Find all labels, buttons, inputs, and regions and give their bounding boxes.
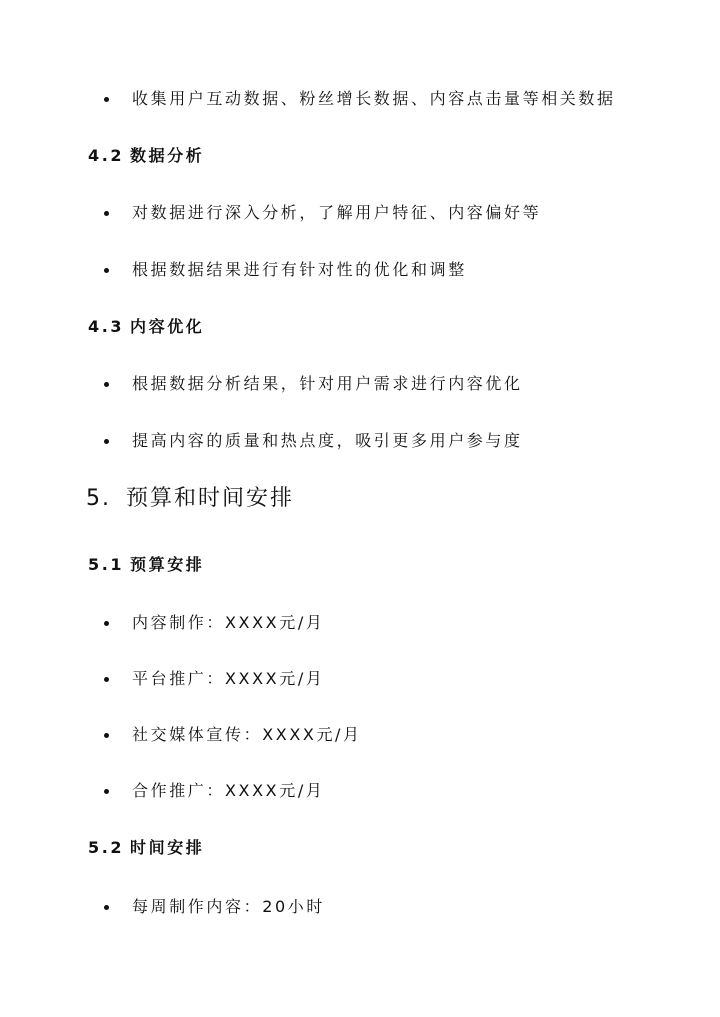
chapter-number: 5.	[86, 486, 111, 511]
section-number: 5.2	[88, 838, 125, 857]
section-title: 内容优化	[130, 317, 205, 336]
bullet-dot	[104, 211, 109, 216]
bullet-dot	[104, 905, 109, 910]
bullet-dot	[104, 439, 109, 444]
section-heading	[88, 834, 204, 862]
bullet-dot	[104, 789, 109, 794]
section-title: 数据分析	[130, 146, 205, 165]
section-title: 时间安排	[130, 838, 205, 857]
chapter-title: 预算和时间安排	[126, 486, 295, 511]
list-item-text: 内容制作：XXXX元/月	[132, 613, 325, 632]
section-heading	[88, 313, 204, 341]
section-number: 4.3	[88, 317, 125, 336]
list-item-text: 平台推广：XXXX元/月	[132, 669, 325, 688]
list-item-text: 对数据进行深入分析，了解用户特征、内容偏好等	[132, 203, 542, 222]
list-item-text: 根据数据结果进行有针对性的优化和调整	[132, 260, 467, 279]
bullet-dot	[104, 733, 109, 738]
bullet-dot	[104, 621, 109, 626]
section-number: 4.2	[88, 146, 125, 165]
section-heading	[88, 142, 204, 170]
list-item-text: 根据数据分析结果，针对用户需求进行内容优化	[132, 374, 523, 393]
section-heading	[88, 551, 204, 579]
list-item-text: 收集用户互动数据、粉丝增长数据、内容点击量等相关数据	[132, 89, 616, 108]
list-item-text: 社交媒体宣传：XXXX元/月	[132, 725, 362, 744]
list-item-text: 每周制作内容：20小时	[132, 897, 325, 916]
bullet-dot	[104, 382, 109, 387]
list-item-text: 合作推广：XXXX元/月	[132, 781, 325, 800]
bullet-dot	[104, 268, 109, 273]
chapter-heading	[86, 479, 294, 519]
list-item-text: 提高内容的质量和热点度，吸引更多用户参与度	[132, 431, 523, 450]
bullet-dot	[104, 677, 109, 682]
section-title: 预算安排	[130, 555, 205, 574]
section-number: 5.1	[88, 555, 125, 574]
bullet-dot	[104, 97, 109, 102]
